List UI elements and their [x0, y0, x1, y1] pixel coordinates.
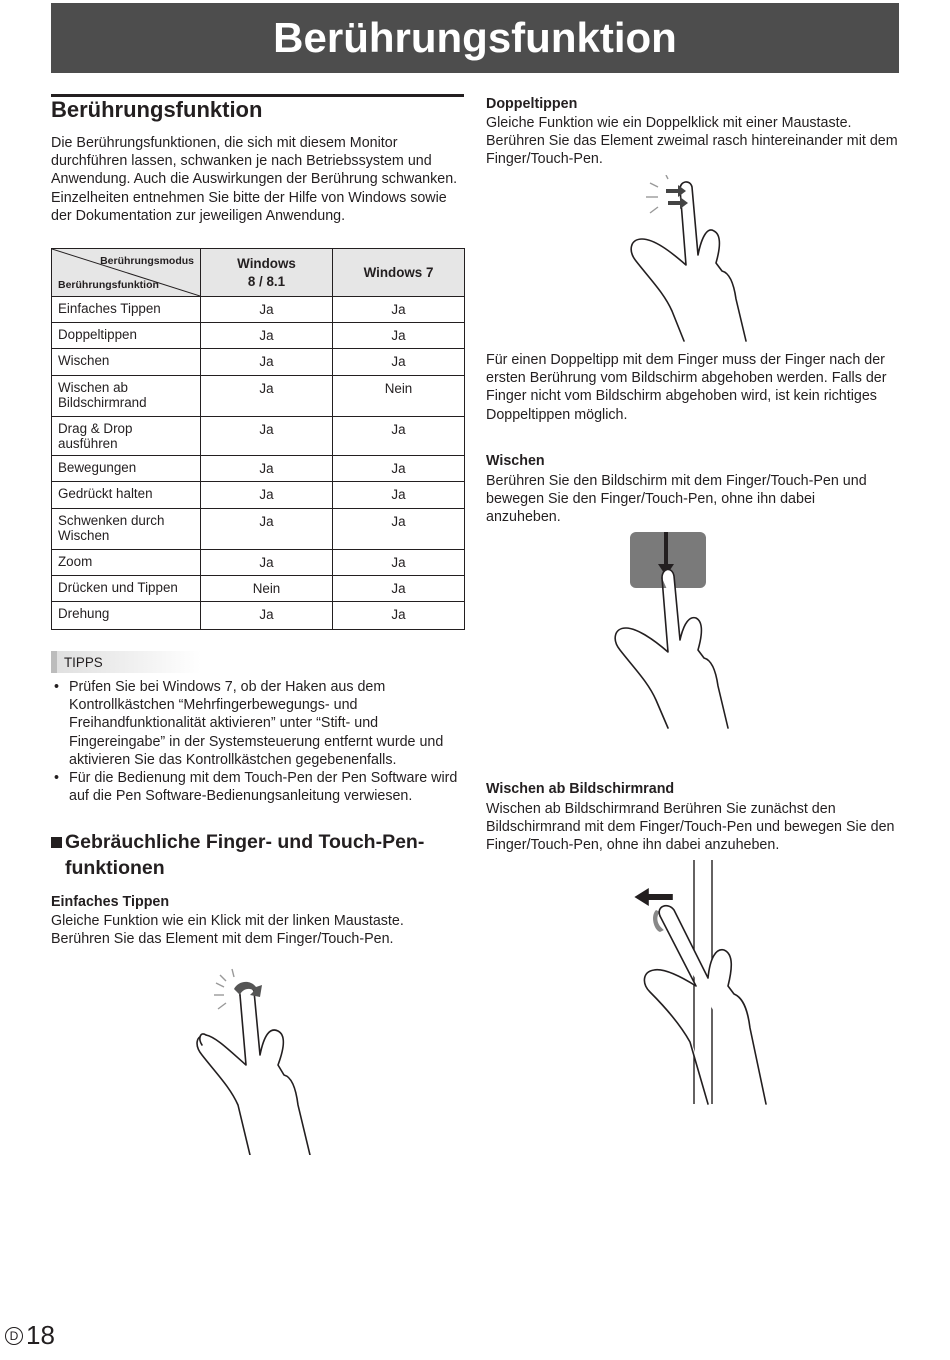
touch-function-table: [51, 248, 465, 630]
cell-windows7: Ja: [333, 509, 465, 550]
table-row: [52, 417, 465, 456]
row-label: Wischen: [52, 349, 201, 376]
row-label: Wischen ab Bildschirmrand: [52, 376, 201, 417]
cell-windows7: Ja: [333, 323, 465, 349]
cell-windows7: Ja: [333, 456, 465, 482]
col-header-windows8: [201, 249, 333, 297]
einfaches-tippen-text: Gleiche Funktion wie ein Klick mit der linken Maustaste. Berühren Sie das Element mit dem Finger/Touch-Pen.: [51, 913, 404, 948]
table-row: [52, 376, 465, 417]
row-label: Gedrückt halten: [52, 482, 201, 509]
cell-windows8: Ja: [201, 297, 333, 323]
cell-windows8: Ja: [201, 509, 333, 550]
tipps-list: [51, 678, 471, 805]
intro-heading: Berührungsfunktion: [51, 97, 263, 122]
intro-text: Die Berührungsfunktionen, die sich mit diesem Monitor durchführen lassen, schwanken je nach Betriebssystem und Anwendung. Auch die Auswirkungen der Berührung schwanken. Einzelheiten entnehmen Sie bitte der Hilfe von Windows sowie der Dokumentation zur jeweiligen Anwendung.: [51, 135, 458, 224]
page-number-value: 18: [26, 1320, 55, 1350]
cell-windows7: Nein: [333, 376, 465, 417]
table-row: [52, 576, 465, 602]
page-number: [5, 1320, 55, 1351]
cell-windows8: Nein: [201, 576, 333, 602]
cell-windows7: Ja: [333, 349, 465, 376]
section-heading-line1: Gebräuchliche Finger- und Touch-Pen-: [65, 831, 425, 853]
col-header-windows7: Windows 7: [333, 249, 465, 297]
double-tap-hand-icon: [610, 175, 770, 345]
banner-title: Berührungsfunktion: [273, 14, 677, 61]
doppeltippen-text: Gleiche Funktion wie ein Doppelklick mit einer Maustaste. Berühren Sie das Element zweimal rasch hintereinander mit dem Finger/Touch-Pen.: [486, 115, 898, 168]
region-mark-icon: D: [5, 1327, 23, 1345]
row-label: Doppeltippen: [52, 323, 201, 349]
cell-windows8: Ja: [201, 482, 333, 509]
row-label: Einfaches Tippen: [52, 297, 201, 323]
table-row: [52, 297, 465, 323]
cell-windows8: Ja: [201, 349, 333, 376]
cell-windows7: Ja: [333, 417, 465, 456]
square-bullet-icon: [51, 837, 62, 848]
wischen-rand-text: Wischen ab Bildschirmrand Berühren Sie zunächst den Bildschirmrand mit dem Finger/Touch-Pen und bewegen Sie den Finger/Touch-Pen, ohne ihn dabei anzuheben.: [486, 801, 895, 854]
edge-swipe-hand-icon: [620, 858, 790, 1108]
doppeltippen-note: Für einen Doppeltipp mit dem Finger muss der Finger nach der ersten Berührung vom Bildschirm abgehoben werden. Falls der Finger nicht vom Bildschirm abgehoben wird, ist kein richtiges Doppeltippen möglich.: [486, 352, 887, 423]
single-tap-hand-icon: [180, 965, 340, 1155]
table-row: [52, 482, 465, 509]
page-banner: [51, 3, 899, 73]
doppeltippen-title: Doppeltippen: [486, 96, 578, 112]
wischen-rand-title: Wischen ab Bildschirmrand: [486, 781, 675, 797]
row-label: Bewegungen: [52, 456, 201, 482]
swipe-hand-icon: [610, 530, 770, 730]
wischen-text: Berühren Sie den Bildschirm mit dem Finger/Touch-Pen und bewegen Sie den Finger/Touch-Pen, ohne ihn dabei anzuheben.: [486, 473, 867, 526]
col-header-windows8-line2: 8 / 8.1: [247, 274, 286, 289]
tipps-label: TIPPS: [51, 651, 201, 673]
corner-top-label: Berührungsmodus: [100, 255, 194, 267]
cell-windows8: Ja: [201, 456, 333, 482]
col-header-windows8-line1: Windows: [237, 256, 296, 271]
cell-windows7: Ja: [333, 602, 465, 630]
table-corner-cell: [52, 249, 201, 297]
table-row: [52, 349, 465, 376]
table-row: [52, 323, 465, 349]
list-item: • Für die Bedienung mit dem Touch-Pen der Pen Software wird auf die Pen Software-Bedienungsanleitung verwiesen.: [51, 769, 471, 805]
row-label: Schwenken durch Wischen: [52, 509, 201, 550]
cell-windows8: Ja: [201, 323, 333, 349]
table-row: [52, 550, 465, 576]
row-label: Drücken und Tippen: [52, 576, 201, 602]
section-heading: [51, 829, 471, 881]
cell-windows8: Ja: [201, 417, 333, 456]
cell-windows7: Ja: [333, 482, 465, 509]
wischen-title: Wischen: [486, 453, 545, 469]
cell-windows7: Ja: [333, 297, 465, 323]
corner-bottom-label: Berührungsfunktion: [58, 279, 159, 291]
table-row: [52, 602, 465, 630]
einfaches-tippen-title: Einfaches Tippen: [51, 894, 170, 910]
table-row: [52, 509, 465, 550]
row-label: Zoom: [52, 550, 201, 576]
list-item: • Prüfen Sie bei Windows 7, ob der Haken aus dem Kontrollkästchen “Mehrfingerbewegungs- und Freihandfunktionalität aktivieren” unter “Stift- und Fingereingabe” in der Systemsteuerung entfernt wurde und aktivieren Sie das Kontrollkästchen gegebenenfalls.: [51, 678, 471, 769]
cell-windows7: Ja: [333, 550, 465, 576]
cell-windows8: Ja: [201, 550, 333, 576]
table-header-row: [52, 249, 465, 297]
cell-windows8: Ja: [201, 376, 333, 417]
table-row: [52, 456, 465, 482]
row-label: Drag & Drop ausführen: [52, 417, 201, 456]
row-label: Drehung: [52, 602, 201, 630]
cell-windows7: Ja: [333, 576, 465, 602]
cell-windows8: Ja: [201, 602, 333, 630]
section-heading-line2: funktionen: [65, 857, 165, 879]
